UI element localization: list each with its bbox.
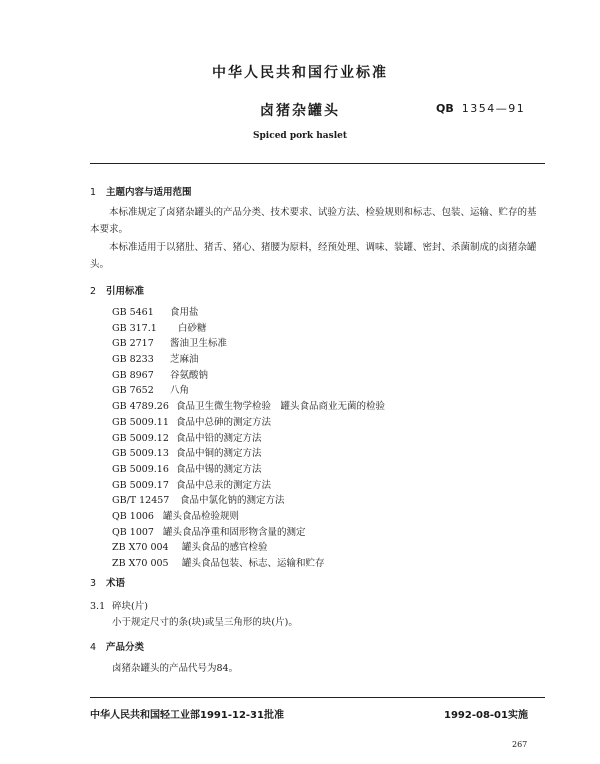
- ref-code: QB 1007: [112, 526, 154, 538]
- ref-code: QB 1006: [112, 510, 154, 522]
- section-title: 引用标准: [106, 286, 145, 297]
- ref-title: 谷氨酸钠: [170, 369, 209, 381]
- list-item: [112, 304, 385, 320]
- list-item: [112, 508, 385, 524]
- list-item: [112, 351, 385, 367]
- ref-title: 酱油卫生标准: [170, 338, 228, 350]
- ref-title: 白砂糖: [178, 322, 207, 334]
- ref-title: 八角: [170, 385, 190, 397]
- approval-statement: 中华人民共和国轻工业部1991-12-31批准: [90, 710, 284, 721]
- section-3-heading: [90, 575, 125, 589]
- list-item: [112, 445, 385, 461]
- subsection-3-1-body: 小于规定尺寸的条(块)或呈三角形的块(片)。: [112, 617, 298, 628]
- list-item: [112, 524, 385, 540]
- ref-code: GB 5009.16: [112, 463, 169, 475]
- ref-code: GB 8233: [112, 354, 154, 366]
- standard-code-number: 1354—91: [461, 102, 526, 115]
- section-title: 产品分类: [106, 642, 145, 653]
- ref-code: GB 5009.13: [112, 448, 169, 460]
- ref-title: 食品中总砷的测定方法: [176, 416, 272, 428]
- page-number: 267: [512, 740, 528, 749]
- list-item: [112, 539, 385, 555]
- ref-code: GB/T 12457: [112, 495, 170, 507]
- subsection-title: 碎块(片): [112, 601, 148, 612]
- ref-title: 罐头食品包装、标志、运输和贮存: [182, 558, 325, 569]
- section-4-heading: [90, 639, 144, 653]
- ref-title: 芝麻油: [170, 354, 199, 366]
- section-number: 2: [90, 286, 97, 297]
- section-1-paragraph-1: 本标准规定了卤猪杂罐头的产品分类、技术要求、试验方法、检验规则和标志、包装、运输、贮存的基本要求。: [90, 207, 537, 235]
- ref-code: GB 5009.11: [112, 416, 169, 428]
- ref-code: GB 7652: [112, 385, 154, 397]
- ref-code: GB 5009.12: [112, 432, 169, 444]
- ref-code: GB 2717: [112, 338, 154, 350]
- ref-title: 食品中锡的测定方法: [176, 463, 262, 475]
- referenced-standards-list: [112, 304, 385, 571]
- ref-title: 罐头食品的感官检验: [182, 542, 268, 554]
- list-item: [112, 398, 385, 414]
- ref-code: ZB X70 004: [112, 542, 169, 554]
- header-divider: [90, 163, 545, 164]
- section-title: 主题内容与适用范围: [106, 187, 192, 198]
- section-1-paragraph-2: 本标准适用于以猪肚、猪舌、猪心、猪腰为原料，经预处理、调味、装罐、密封、杀菌制成的卤猪杂罐头。: [90, 242, 537, 270]
- ref-code: GB 4789.26: [112, 401, 169, 413]
- ref-code: ZB X70 005: [112, 558, 169, 569]
- ref-code: GB 5461: [112, 307, 154, 318]
- ref-title: 罐头食品净重和固形物含量的测定: [163, 526, 306, 538]
- ref-title: 食品卫生微生物学检验 罐头食品商业无菌的检验: [176, 401, 386, 413]
- section-title: 术语: [106, 578, 126, 589]
- section-2-heading: [90, 283, 144, 297]
- subsection-number: 3.1: [90, 601, 106, 612]
- section-number: 4: [90, 642, 97, 653]
- list-item: [112, 335, 385, 351]
- section-4-body: 卤猪杂罐头的产品代号为84。: [112, 663, 239, 674]
- list-item: [112, 414, 385, 430]
- list-item: [112, 555, 385, 571]
- ref-title: 食用盐: [170, 307, 199, 318]
- document-title: 卤猪杂罐头: [260, 103, 340, 119]
- standard-code: [436, 102, 525, 115]
- section-1-heading: [90, 184, 192, 198]
- standard-code-prefix: QB: [436, 102, 454, 115]
- ref-code: GB 317.1: [112, 322, 157, 334]
- list-item: [112, 477, 385, 493]
- ref-title: 食品中氯化钠的测定方法: [180, 495, 285, 507]
- ref-code: GB 5009.17: [112, 479, 169, 491]
- footer-divider: [90, 697, 545, 698]
- list-item: [112, 382, 385, 398]
- english-title: Spiced pork haslet: [253, 131, 347, 141]
- list-item: [112, 320, 385, 336]
- implementation-date: 1992-08-01实施: [444, 710, 528, 721]
- list-item: [112, 367, 385, 383]
- ref-title: 罐头食品检验规则: [163, 510, 240, 522]
- section-number: 3: [90, 578, 97, 589]
- ref-code: GB 8967: [112, 369, 154, 381]
- list-item: [112, 492, 385, 508]
- subsection-3-1-heading: [90, 598, 148, 612]
- ref-title: 食品中铜的测定方法: [176, 448, 262, 460]
- list-item: [112, 461, 385, 477]
- ref-title: 食品中总汞的测定方法: [176, 479, 272, 491]
- list-item: [112, 430, 385, 446]
- ref-title: 食品中铅的测定方法: [176, 432, 262, 444]
- section-number: 1: [90, 187, 97, 198]
- standard-type-heading: 中华人民共和国行业标准: [212, 65, 388, 81]
